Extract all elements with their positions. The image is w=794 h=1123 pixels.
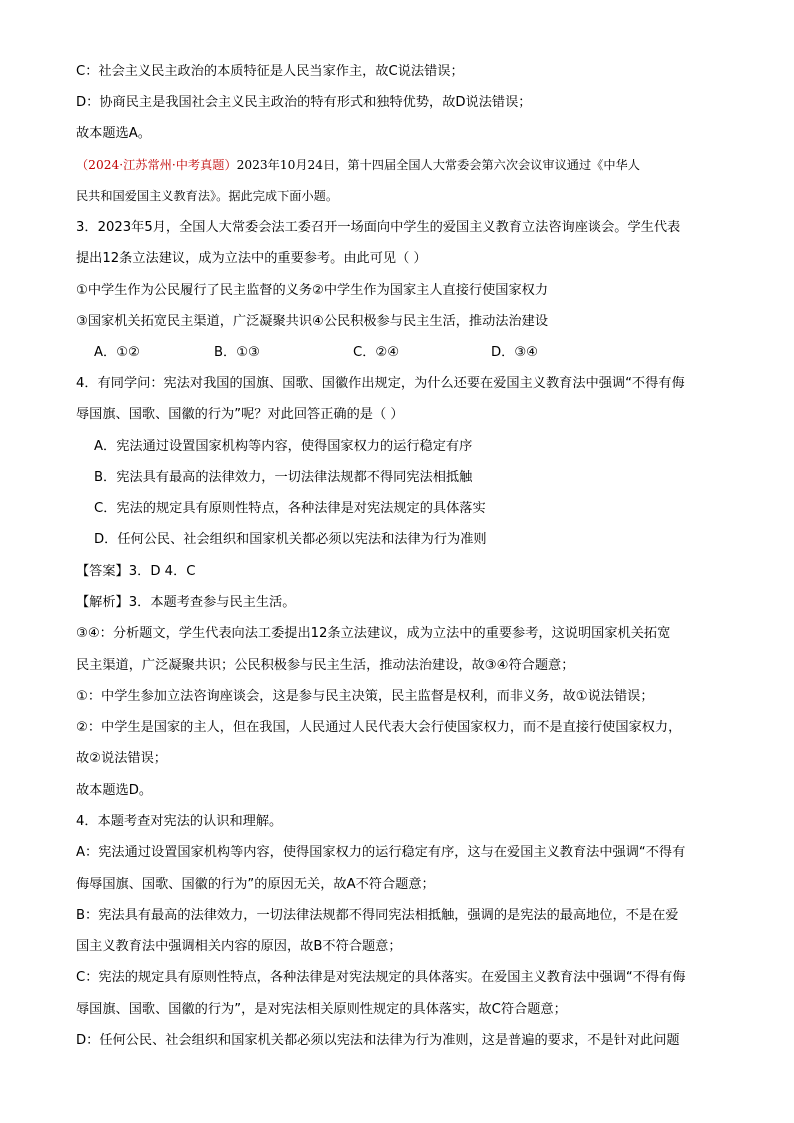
analysis-text: D：任何公民、社会组织和国家机关都必须以宪法和法律为行为准则，这是普遍的要求，不是针对此问题 [76, 1033, 680, 1048]
analysis-text: ①：中学生参加立法咨询座谈会，这是参与民主决策，民主监督是权利，而非义务，故①说法错误； [76, 689, 654, 704]
question-4-stem-continued: 辱国旗、国歌、国徽的行为”呢？对此回答正确的是（ ） [76, 407, 404, 422]
question-4-stem: 4．有同学问：宪法对我国的国旗、国歌、国徽作出规定，为什么还要在爱国主义教育法中强调“不得有侮 [76, 376, 685, 391]
analysis-text: ②：中学生是国家的主人，但在我国，人民通过人民代表大会行使国家权力，而不是直接行使国家权力， [76, 720, 682, 735]
question-3-option-b: B．①③ [214, 345, 260, 360]
question-3-stem-continued: 提出12条立法建议，成为立法中的重要参考。由此可见（ ） [76, 251, 427, 266]
analysis-text: 民主渠道，广泛凝聚共识；公民积极参与民主生活，推动法治建设，故③④符合题意； [76, 658, 575, 673]
text-line: 故本题选A。 [76, 126, 151, 141]
analysis-heading: 【解析】3．本题考查参与民主生活。 [76, 595, 296, 610]
question-4-option-b: B．宪法具有最高的法律效力，一切法律法规都不得同宪法相抵触 [94, 470, 473, 485]
source-line-continued: 民共和国爱国主义教育法》。据此完成下面小题。 [76, 189, 339, 203]
analysis-text: A：宪法通过设置国家机构等内容，使得国家权力的运行稳定有序，这与在爱国主义教育法中强调“不得有 [76, 845, 686, 860]
analysis-text: 辱国旗、国歌、国徽的行为”，是对宪法相关原则性规定的具体落实，故C符合题意； [76, 1002, 567, 1017]
analysis-conclusion: 故本题选D。 [76, 783, 153, 798]
question-3-option-d: D．③④ [491, 345, 538, 360]
question-4-option-c: C．宪法的规定具有原则性特点，各种法律是对宪法规定的具体落实 [94, 501, 486, 516]
analysis-text: 国主义教育法中强调相关内容的原因，故B不符合题意； [76, 939, 402, 954]
source-tag: （2024·江苏常州·中考真题） [76, 158, 237, 172]
analysis-text: B：宪法具有最高的法律效力，一切法律法规都不得同宪法相抵触，强调的是宪法的最高地位，不是在爱 [76, 908, 679, 923]
analysis-text: ③④：分析题文，学生代表向法工委提出12条立法建议，成为立法中的重要参考，这说明国家机关拓宽 [76, 626, 671, 641]
source-text: 2023年10月24日，第十四届全国人大常委会第六次会议审议通过《中华人 [236, 158, 640, 172]
question-3-option-a: A．①② [94, 345, 140, 360]
question-4-option-a: A．宪法通过设置国家机构等内容，使得国家权力的运行稳定有序 [94, 439, 473, 454]
question-3-stem: 3．2023年5月，全国人大常委会法工委召开一场面向中学生的爱国主义教育立法咨询座谈会。学生代表 [76, 220, 681, 235]
question-4-option-d: D．任何公民、社会组织和国家机关都必须以宪法和法律为行为准则 [94, 532, 487, 547]
source-line [76, 155, 640, 175]
answer-line: 【答案】3．D 4．C [76, 564, 196, 579]
text-line: C：社会主义民主政治的本质特征是人民当家作主，故C说法错误； [76, 64, 464, 79]
question-3-statements-2: ③国家机关拓宽民主渠道，广泛凝聚共识④公民积极参与民主生活，推动法治建设 [76, 314, 549, 329]
question-3-option-c: C．②④ [353, 345, 400, 360]
text-line: D：协商民主是我国社会主义民主政治的特有形式和独特优势，故D说法错误； [76, 95, 532, 110]
question-3-statements-1: ①中学生作为公民履行了民主监督的义务②中学生作为国家主人直接行使国家权力 [76, 283, 549, 298]
analysis-text: 故②说法错误； [76, 751, 167, 766]
analysis-heading-4: 4．本题考查对宪法的认识和理解。 [76, 814, 283, 829]
analysis-text: 侮辱国旗、国歌、国徽的行为”的原因无关，故A不符合题意； [76, 877, 435, 892]
analysis-text: C：宪法的规定具有原则性特点，各种法律是对宪法规定的具体落实。在爱国主义教育法中强调“不得有侮 [76, 970, 686, 985]
